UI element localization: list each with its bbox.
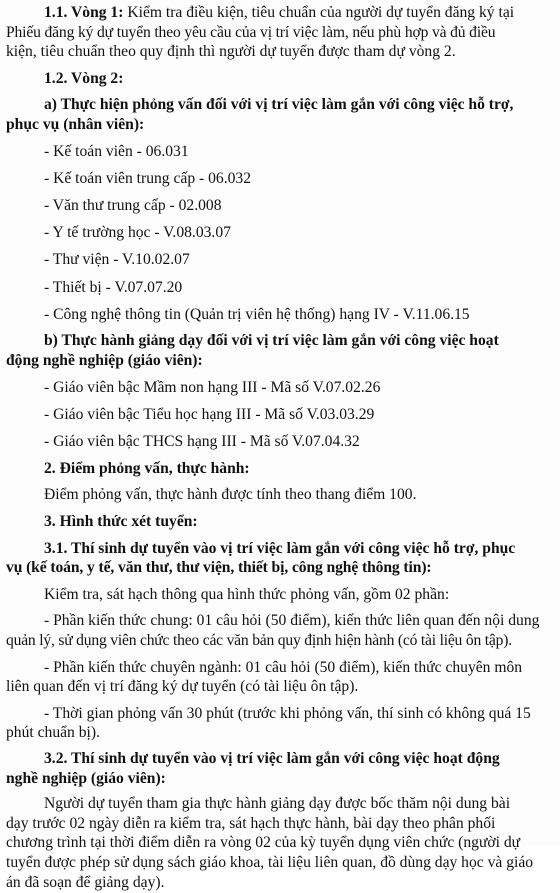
paragraph-3-2-line-3: chương trình tại thời điểm diễn ra vòng 02 của kỳ tuyển dụng viên chức (người dự: [6, 834, 521, 851]
list-a-item: - Văn thư trung cấp - 02.008: [44, 197, 222, 214]
paragraph-3-2-line-5: án đã soạn để giảng dạy).: [6, 874, 165, 891]
paragraph-2: Điểm phỏng vấn, thực hành được tính theo thang điểm 100.: [44, 486, 417, 503]
paragraph-1-1-line-1: [44, 3, 514, 23]
paragraph-1-1-line-3: kiện, tiêu chuẩn theo quy định thì người dự tuyển được tham dự vòng 2.: [6, 43, 456, 60]
paragraph-3-1-c-line-1: - Thời gian phỏng vấn 30 phút (trước khi phỏng vấn, thí sinh có không quá 15: [44, 705, 531, 722]
section-1-1-text: Kiểm tra điều kiện, tiêu chuẩn của người dự tuyển đăng ký tại: [127, 4, 515, 21]
heading-1-2: 1.2. Vòng 2:: [44, 70, 124, 87]
list-a-item: - Công nghệ thông tin (Quản trị viên hệ thống) hạng IV - V.11.06.15: [44, 306, 470, 323]
heading-2: 2. Điểm phỏng vấn, thực hành:: [44, 460, 250, 477]
list-a-item: - Thiết bị - V.07.07.20: [44, 279, 183, 296]
heading-3-1-line-2: vụ (kế toán, y tế, văn thư, thư viện, thiết bị, công nghệ thông tin):: [6, 559, 432, 576]
heading-b-line-2: động nghề nghiệp (giáo viên):: [6, 352, 203, 369]
section-1-1-label: 1.1. Vòng 1:: [44, 4, 124, 21]
heading-b-line-1: b) Thực hành giảng dạy đối với vị trí việc làm gắn với công việc hoạt: [44, 332, 499, 349]
list-a-item: - Kế toán viên trung cấp - 06.032: [44, 170, 251, 187]
list-a-item: - Thư viện - V.10.02.07: [44, 251, 190, 268]
paragraph-3-1-a-line-1: - Phần kiến thức chung: 01 câu hỏi (50 điểm), kiến thức liên quan đến nội dung: [44, 612, 540, 629]
list-b-item: - Giáo viên bậc Tiểu học hạng III - Mã số V.03.03.29: [44, 406, 375, 423]
paragraph-3-2-line-1: Người dự tuyển tham gia thực hành giảng dạy được bốc thăm nội dung bài: [44, 795, 511, 812]
list-a-item: - Kế toán viên - 06.031: [44, 143, 189, 160]
heading-3-1-line-1: 3.1. Thí sinh dự tuyển vào vị trí việc làm gắn với công việc hỗ trợ, phục: [44, 540, 516, 557]
paragraph-1-1-line-2: Phiếu đăng ký dự tuyển theo yêu cầu của vị trí việc làm, nếu phù hợp và đủ điều: [6, 24, 496, 41]
paragraph-3-1-b-line-2: liên quan đến vị trí đăng ký dự tuyển (có tài liệu ôn tập).: [6, 678, 359, 695]
list-b-item: - Giáo viên bậc THCS hạng III - Mã số V.07.04.32: [44, 433, 360, 450]
paragraph-3-2-line-4: tuyển được phép sử dụng sách giáo khoa, tài liệu liên quan, đồ dùng dạy học và giáo: [6, 854, 534, 871]
heading-a-line-1: a) Thực hiện phỏng vấn đối với vị trí việc làm gắn với công việc hỗ trợ,: [44, 96, 514, 113]
paragraph-3-1-c-line-2: phút chuẩn bị).: [6, 724, 100, 741]
paragraph-3-2-line-2: dạy trước 02 ngày diễn ra kiểm tra, sát hạch thực hành, bài dạy theo phân phối: [6, 815, 496, 832]
list-a-item: - Y tế trường học - V.08.03.07: [44, 224, 231, 241]
heading-a-line-2: phục vụ (nhân viên):: [6, 116, 145, 133]
heading-3: 3. Hình thức xét tuyển:: [44, 513, 198, 530]
heading-3-2-line-1: 3.2. Thí sinh dự tuyển vào vị trí việc làm gắn với công việc hoạt động: [44, 750, 500, 767]
paragraph-3-1-intro: Kiểm tra, sát hạch thông qua hình thức phỏng vấn, gồm 02 phần:: [44, 586, 450, 603]
paragraph-3-1-a-line-2: quản lý, sử dụng viên chức theo các văn bản quy định hiện hành (có tài liệu ôn tập).: [6, 632, 512, 649]
paragraph-3-1-b-line-1: - Phần kiến thức chuyên ngành: 01 câu hỏi (50 điểm), kiến thức chuyên môn: [44, 659, 523, 676]
heading-3-2-line-2: nghề nghiệp (giáo viên):: [6, 770, 166, 787]
list-b-item: - Giáo viên bậc Mầm non hạng III - Mã số V.07.02.26: [44, 379, 381, 396]
